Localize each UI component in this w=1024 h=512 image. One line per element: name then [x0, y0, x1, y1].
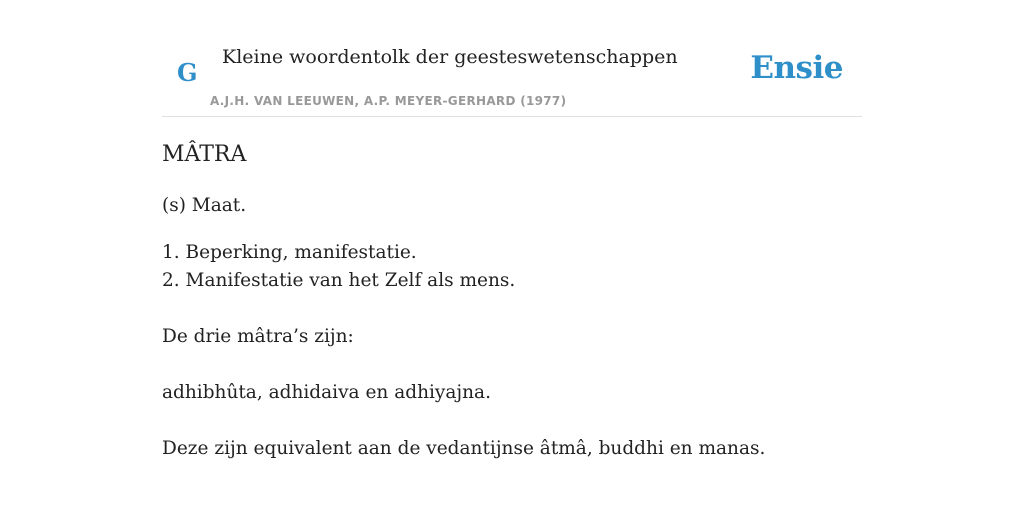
- entry-intro-text: De drie mâtra’s zijn:: [162, 326, 354, 347]
- entry-headword: MÂTRA: [162, 142, 247, 167]
- entry-terms-text: adhibhûta, adhidaiva en adhiyajna.: [162, 382, 491, 403]
- book-authors: A.J.H. VAN LEEUWEN, A.P. MEYER-GERHARD (1977): [210, 94, 567, 108]
- book-logo-letter[interactable]: G: [177, 58, 198, 87]
- page-header: [162, 40, 862, 117]
- entry-meaning-2: 2. Manifestatie van het Zelf als mens.: [162, 270, 516, 291]
- entry-meaning-1: 1. Beperking, manifestatie.: [162, 242, 417, 263]
- book-title-link[interactable]: Kleine woordentolk der geesteswetenschappen: [222, 46, 678, 68]
- dictionary-entry: [162, 140, 862, 459]
- entry-equivalence-text: Deze zijn equivalent aan de vedantijnse âtmâ, buddhi en manas.: [162, 438, 766, 459]
- entry-source-meaning: (s) Maat.: [162, 195, 247, 216]
- ensie-logo-link[interactable]: Ensie: [750, 50, 843, 86]
